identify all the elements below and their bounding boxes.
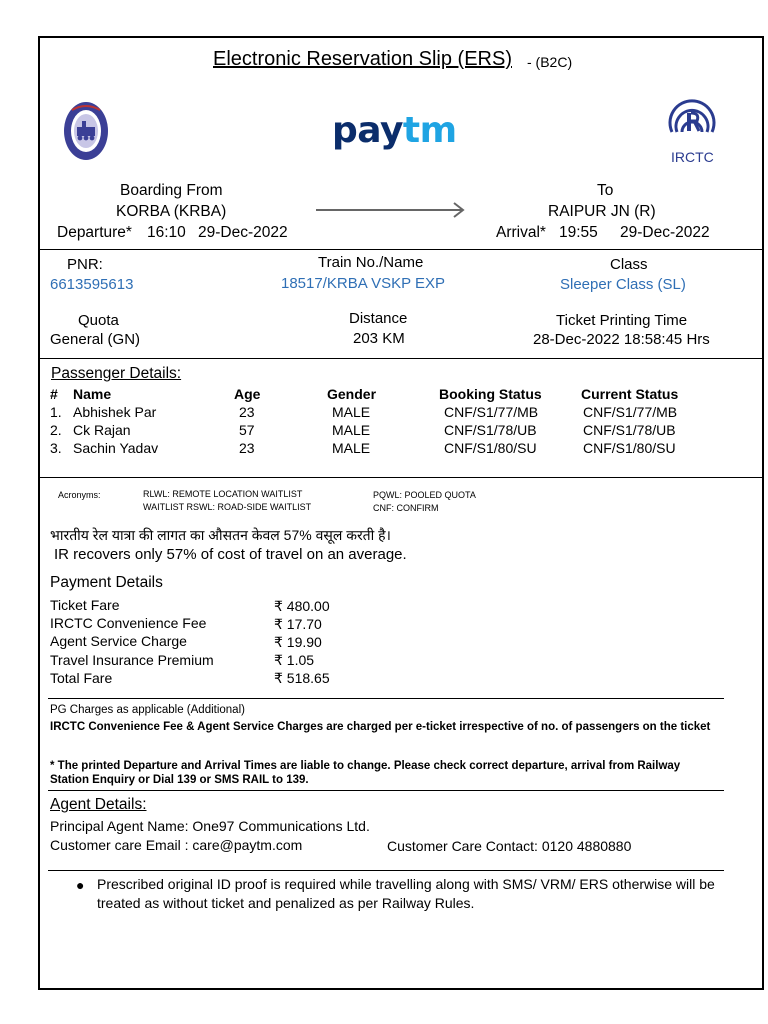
pnr-label: PNR: bbox=[67, 256, 103, 273]
class-value: Sleeper Class (SL) bbox=[560, 276, 686, 293]
passenger-number: 1. bbox=[50, 404, 62, 420]
arrival-label: Arrival* bbox=[496, 224, 546, 241]
boarding-station: KORBA (KRBA) bbox=[116, 203, 227, 220]
passenger-name: Sachin Yadav bbox=[73, 440, 159, 456]
divider bbox=[39, 477, 764, 478]
payment-amount: ₹ 518.65 bbox=[274, 670, 330, 686]
passenger-gender: MALE bbox=[332, 422, 371, 438]
passenger-current-status: CNF/S1/80/SU bbox=[583, 440, 676, 456]
payment-label: Total Fare bbox=[50, 670, 113, 686]
departure-time: 16:10 bbox=[147, 224, 186, 241]
principal-agent-name: Principal Agent Name: One97 Communications Ltd. bbox=[50, 818, 370, 834]
col-header-current-status: Current Status bbox=[581, 386, 679, 402]
payment-amount: ₹ 480.00 bbox=[274, 598, 330, 614]
distance-value: 203 KM bbox=[353, 330, 405, 347]
irctc-label: IRCTC bbox=[671, 149, 714, 165]
passenger-gender: MALE bbox=[332, 404, 371, 420]
passenger-booking-status: CNF/S1/77/MB bbox=[444, 404, 539, 420]
recovery-note-hindi: भारतीय रेल यात्रा की लागत का औसतन केवल 57% वसूल करती है। bbox=[50, 527, 391, 543]
passenger-age: 23 bbox=[239, 440, 255, 456]
id-proof-note: Prescribed original ID proof is required while travelling along with SMS/ VRM/ ERS otherwise will be treated as without ticket and penalized as per Railway Rules. bbox=[97, 876, 715, 911]
col-header-age: Age bbox=[234, 386, 261, 402]
col-header-gender: Gender bbox=[327, 386, 377, 402]
indian-railways-logo-icon bbox=[62, 100, 110, 162]
passenger-name: Ck Rajan bbox=[73, 422, 131, 438]
passenger-gender: MALE bbox=[332, 440, 371, 456]
arrival-time: 19:55 bbox=[559, 224, 598, 241]
print-time-label: Ticket Printing Time bbox=[556, 312, 688, 329]
passenger-age: 57 bbox=[239, 422, 255, 438]
passenger-current-status: CNF/S1/78/UB bbox=[583, 422, 676, 438]
passenger-booking-status: CNF/S1/80/SU bbox=[444, 440, 537, 456]
agent-details-title: Agent Details: bbox=[50, 796, 147, 813]
divider bbox=[48, 698, 724, 699]
passenger-name: Abhishek Par bbox=[73, 404, 157, 420]
to-station: RAIPUR JN (R) bbox=[548, 203, 656, 220]
payment-label: Travel Insurance Premium bbox=[50, 652, 214, 668]
title-suffix: - (B2C) bbox=[527, 54, 573, 70]
acronyms-label: Acronyms: bbox=[58, 490, 101, 500]
payment-label: IRCTC Convenience Fee bbox=[50, 615, 207, 631]
train-label: Train No./Name bbox=[318, 254, 424, 271]
quota-label: Quota bbox=[78, 312, 119, 329]
boarding-label: Boarding From bbox=[120, 182, 223, 199]
passenger-current-status: CNF/S1/77/MB bbox=[583, 404, 678, 420]
divider bbox=[39, 358, 764, 359]
payment-amount: ₹ 19.90 bbox=[274, 634, 322, 650]
quota-value: General (GN) bbox=[50, 331, 141, 348]
distance-label: Distance bbox=[349, 310, 408, 327]
col-header-booking-status: Booking Status bbox=[439, 386, 542, 402]
passenger-age: 23 bbox=[239, 404, 255, 420]
irctc-logo-icon bbox=[664, 96, 720, 150]
bullet-icon: ● bbox=[76, 877, 85, 893]
payment-details-title: Payment Details bbox=[50, 574, 163, 591]
payment-label: Agent Service Charge bbox=[50, 633, 187, 649]
train-value: 18517/KRBA VSKP EXP bbox=[281, 275, 445, 292]
recovery-note-english: IR recovers only 57% of cost of travel on an average. bbox=[54, 546, 407, 563]
customer-care-email: Customer care Email : care@paytm.com bbox=[50, 837, 303, 853]
customer-care-contact: Customer Care Contact: 0120 4880880 bbox=[387, 838, 632, 854]
payment-label: Ticket Fare bbox=[50, 597, 120, 613]
payment-amount: ₹ 1.05 bbox=[274, 652, 315, 668]
acronym-rlwl: RLWL: REMOTE LOCATION WAITLIST bbox=[143, 489, 303, 499]
convenience-fee-note: IRCTC Convenience Fee & Agent Service Charges are charged per e-ticket irrespective of no. of passengers on the ticket bbox=[50, 721, 711, 733]
print-time-value: 28-Dec-2022 18:58:45 Hrs bbox=[533, 331, 710, 348]
to-label: To bbox=[597, 182, 614, 199]
passenger-details-title: Passenger Details: bbox=[51, 365, 182, 382]
passenger-booking-status: CNF/S1/78/UB bbox=[444, 422, 537, 438]
acronym-cnf: CNF: CONFIRM bbox=[373, 503, 439, 513]
col-header-name: Name bbox=[73, 386, 112, 402]
page-title: Electronic Reservation Slip (ERS) bbox=[213, 48, 512, 70]
acronym-pqwl: PQWL: POOLED QUOTA bbox=[373, 490, 476, 500]
col-header-number: # bbox=[50, 386, 58, 402]
passenger-number: 2. bbox=[50, 422, 62, 438]
pg-charges-note: PG Charges as applicable (Additional) bbox=[50, 704, 245, 716]
pnr-value: 6613595613 bbox=[50, 276, 134, 293]
departure-date: 29-Dec-2022 bbox=[198, 224, 288, 241]
arrival-date: 29-Dec-2022 bbox=[620, 224, 710, 241]
acronym-rswl: WAITLIST RSWL: ROAD-SIDE WAITLIST bbox=[143, 502, 312, 512]
class-label: Class bbox=[610, 256, 648, 273]
departure-label: Departure* bbox=[57, 224, 132, 241]
divider bbox=[39, 249, 764, 250]
divider bbox=[48, 870, 724, 871]
paytm-logo: paytm bbox=[332, 110, 457, 151]
passenger-number: 3. bbox=[50, 440, 62, 456]
timing-note: * The printed Departure and Arrival Times are liable to change. Please check correct departure, arrival from Railway Station Enquiry or Dial 139 or SMS RAIL to 139. bbox=[50, 760, 681, 786]
payment-amount: ₹ 17.70 bbox=[274, 616, 322, 632]
divider bbox=[48, 790, 724, 791]
journey-arrow-icon bbox=[316, 200, 466, 220]
